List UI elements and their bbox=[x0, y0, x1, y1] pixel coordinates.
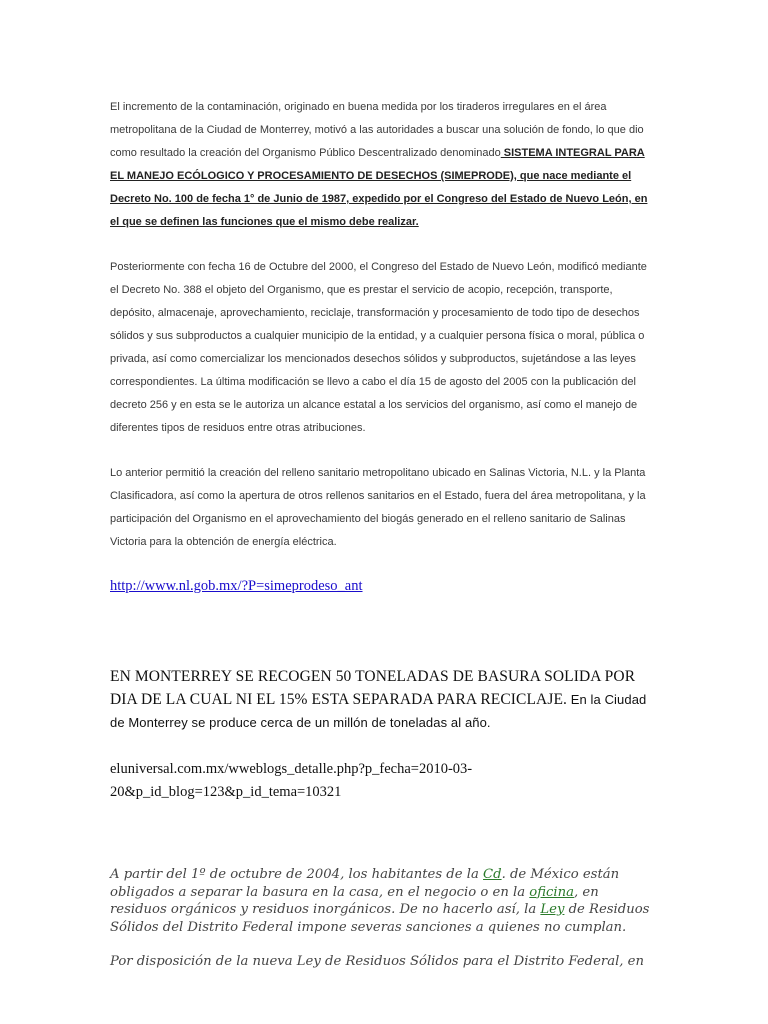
paragraph-intro-text: El incremento de la contaminación, originado en buena medida por los tiraderos irregulares en el área metropolitana de la Ciudad de Monterrey, motivó a las autoridades a buscar una solución de fondo, lo que dio como resultado la creación del Organismo Público Descentralizado denominado bbox=[110, 101, 644, 159]
italic-text-4: de Residuos Sólidos del Distrito Federal impone severas sanciones a quienes no cumplan. bbox=[110, 902, 650, 935]
italic-paragraph-last: Por disposición de la nueva Ley de Residuos Sólidos para el Distrito Federal, en bbox=[110, 954, 644, 969]
headline-caps-text: EN MONTERREY SE RECOGEN 50 TONELADAS DE BASURA SOLIDA POR DIA DE LA CUAL NI EL 15% ESTA SEPARADA PARA RECICLAJE. bbox=[110, 668, 636, 708]
paragraph-bold-underlined-text: SISTEMA INTEGRAL PARA EL MANEJO ECÓLOGICO Y PROCESAMIENTO DE DESECHOS (SIMEPRODE), que nace mediante el Decreto No. 100 de fecha 1° de Junio de 1987, expedido por el Congreso del Estado de Nuevo León, en el que se definen las funciones que el mismo debe realizar. bbox=[110, 147, 648, 228]
simeprode-link[interactable]: http://www.nl.gob.mx/?P=simeprodeso_ant bbox=[110, 578, 363, 594]
document-page bbox=[110, 96, 658, 971]
link-ley[interactable]: Ley bbox=[540, 902, 565, 917]
paragraph-decree-2000: Posteriormente con fecha 16 de Octubre del 2000, el Congreso del Estado de Nuevo León, modificó mediante el Decreto No. 388 el objeto del Organismo, que es prestar el servicio de acopio, recepción, transporte, depósito, almacenaje, aprovechamiento, reciclaje, transformación y procesamiento de todo tipo de desechos sólidos y sus subproductos a cualquier municipio de la entidad, y a cualquier persona física o moral, pública o privada, así como comercializar los mencionados desechos sólidos y subproductos, sujetándose a las leyes correspondientes. La última modificación se llevo a cabo el día 15 de agosto del 2005 con la publicación del decreto 256 y en esta se le autoriza un alcance estatal a los servicios del organismo, así como el manejo de diferentes tipos de residuos entre otras atribuciones. bbox=[110, 261, 647, 434]
italic-text-1: A partir del 1º de octubre de 2004, los habitantes de la bbox=[110, 867, 484, 882]
headline-tail-text: En la Ciudad de Monterrey se produce cerca de un millón de toneladas al año. bbox=[110, 692, 647, 730]
italic-paragraph-df bbox=[110, 866, 658, 936]
link-oficina[interactable]: oficina bbox=[529, 884, 574, 900]
italic-text-2: . de México están obligados a separar la basura en la casa, en el negocio o en la bbox=[110, 867, 620, 900]
link-cd[interactable]: Cd bbox=[483, 867, 502, 882]
source-url-text: eluniversal.com.mx/wweblogs_detalle.php?p_fecha=2010-03-20&p_id_blog=123&p_id_tema=10321 bbox=[110, 761, 473, 800]
paragraph-simeprode-origin bbox=[110, 96, 658, 234]
monterrey-headline bbox=[110, 665, 658, 734]
paragraph-landfill: Lo anterior permitió la creación del relleno sanitario metropolitano ubicado en Salinas Victoria, N.L. y la Planta Clasificadora, así como la apertura de otros rellenos sanitarios en el Estado, fuera del área metropolitana, y la participación del Organismo en el aprovechamiento del biogás generado en el relleno sanitario de Salinas Victoria para la obtención de energía eléctrica. bbox=[110, 467, 646, 548]
italic-text-3: , en residuos orgánicos y residuos inorgánicos. De no hacerlo así, la bbox=[110, 884, 599, 917]
